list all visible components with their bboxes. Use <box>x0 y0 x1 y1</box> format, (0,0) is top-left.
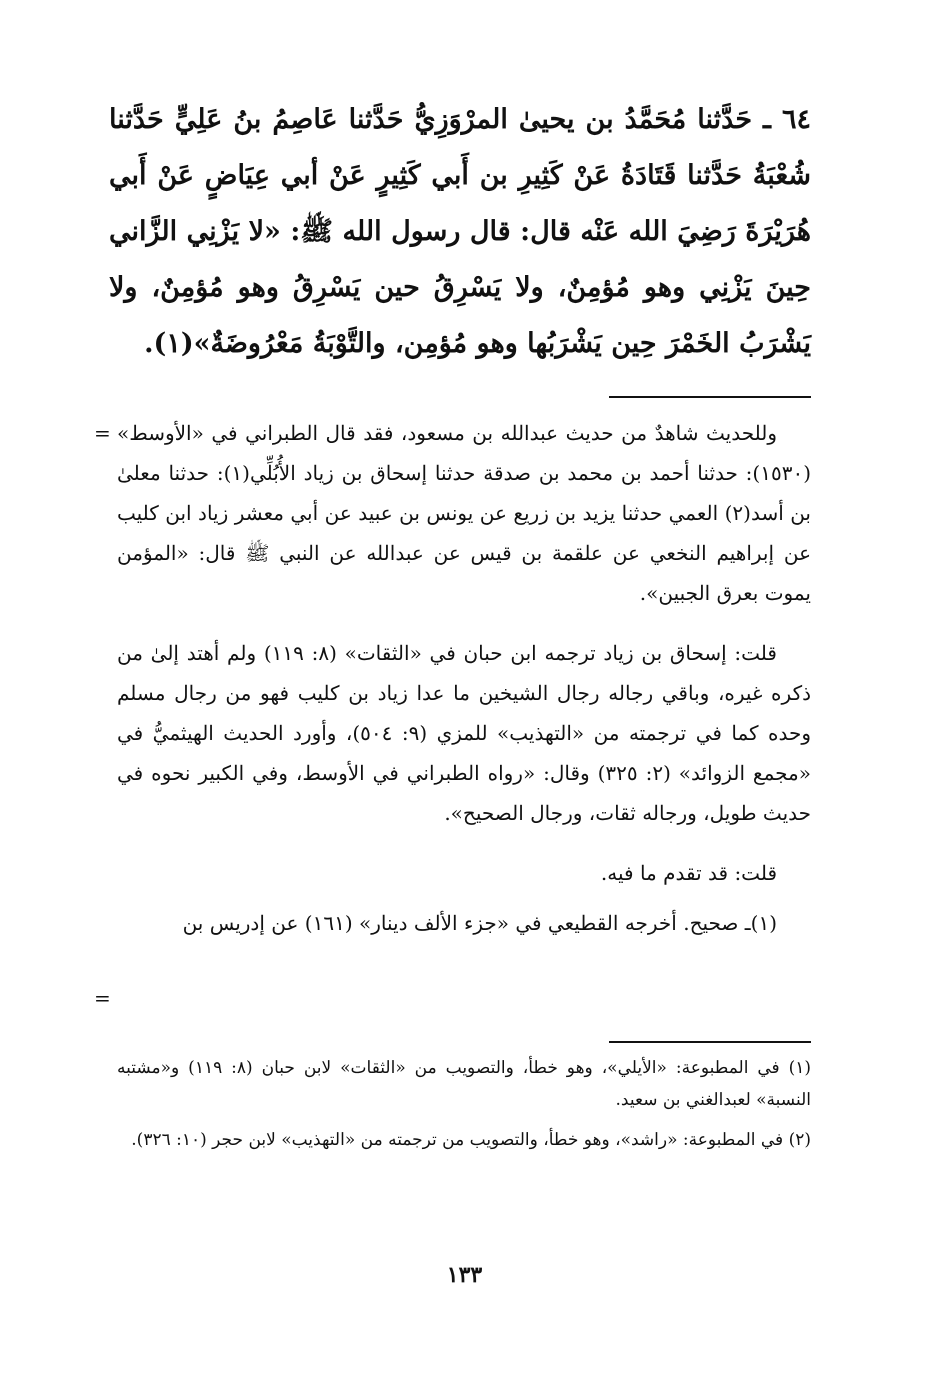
footnotes-block <box>117 1052 811 1164</box>
commentary-paragraph-4: (١)ـ صحيح. أخرجه القطيعي في «جزء الألف دينار» (١٦١) عن إدريس بن <box>182 911 777 935</box>
commentary-paragraph-1: وللحديث شاهدٌ من حديث عبدالله بن مسعود، فقد قال الطبراني في «الأوسط» (١٥٣٠): حدثنا أحمد بن محمد بن صدقة حدثنا إسحاق بن زياد الأُبُلِّي(١): حدثنا معلىٰ بن أسد(٢) العمي حدثنا يزيد بن زريع عن يونس بن عبيد عن أبي معشر زياد ابن كليب عن إبراهيم النخعي عن علقمة بن قيس عن عبدالله عن النبي ﷺ قال: «المؤمن يموت بعرق الجبين». <box>117 421 812 605</box>
continuation-mark-bottom: = <box>94 986 111 1010</box>
hadith-paragraph: ٦٤ ـ حَدَّثنا مُحَمَّدُ بن يحيىٰ المرْوَزِيُّ حَدَّثنا عَاصِمُ بنُ عَلِيٍّ حَدَّثنا شُعْبَةُ حَدَّثنا قَتَادَةُ عَنْ كَثِيرِ بن أَبي كَثِيرٍ عَنْ أبي عِيَاضٍ عَنْ أَبي هُرَيْرَةَ رَضِيَ الله عَنْه قال: قال رسول الله ﷺ: «لا يَزْنِي الزَّاني حِينَ يَزْنِي وهو مُؤمِنٌ، ولا يَسْرِقُ حين يَسْرِقُ وهو مُؤمِنٌ، ولا يَشْرَبُ الخَمْرَ حِين يَشْرَبُها وهو مُؤمِن، والتَّوْبَةُ مَعْرُوضَةٌ»(١). <box>109 104 811 359</box>
page-number: ١٣٣ <box>446 1262 483 1288</box>
commentary-paragraph-3: قلت: قد تقدم ما فيه. <box>600 861 777 885</box>
hadith-text-block <box>109 92 811 372</box>
footnote-2: (٢) في المطبوعة: «راشد»، وهو خطأ، والتصويب من ترجمته من «التهذيب» لابن حجر (١٠: ٣٢٦). <box>131 1130 811 1150</box>
commentary-paragraph-2: قلت: إسحاق بن زياد ترجمه ابن حبان في «الثقات» (٨: ١١٩) ولم أهتد إلىٰ من ذكره غيره، وباقي رجاله رجال الشيخين ما عدا زياد بن كليب فهو من رجال مسلم وحده كما في ترجمته من «التهذيب» للمزي (٩: ٥٠٤)، وأورد الحديث الهيثميُّ في «مجمع الزوائد» (٢: ٣٢٥) وقال: «رواه الطبراني في الأوسط، وفي الكبير نحوه في حديث طويل، ورجاله ثقات، ورجال الصحيح». <box>117 641 811 825</box>
main-separator-rule <box>609 396 811 398</box>
footnote-separator-rule <box>609 1041 811 1043</box>
commentary-block <box>117 413 811 943</box>
continuation-mark-top: = <box>94 421 111 445</box>
footnote-1: (١) في المطبوعة: «الأيلي»، وهو خطأ، والتصويب من «الثقات» لابن حبان (٨: ١١٩) و«مشتبه النسبة» لعبدالغني بن سعيد. <box>117 1058 811 1110</box>
